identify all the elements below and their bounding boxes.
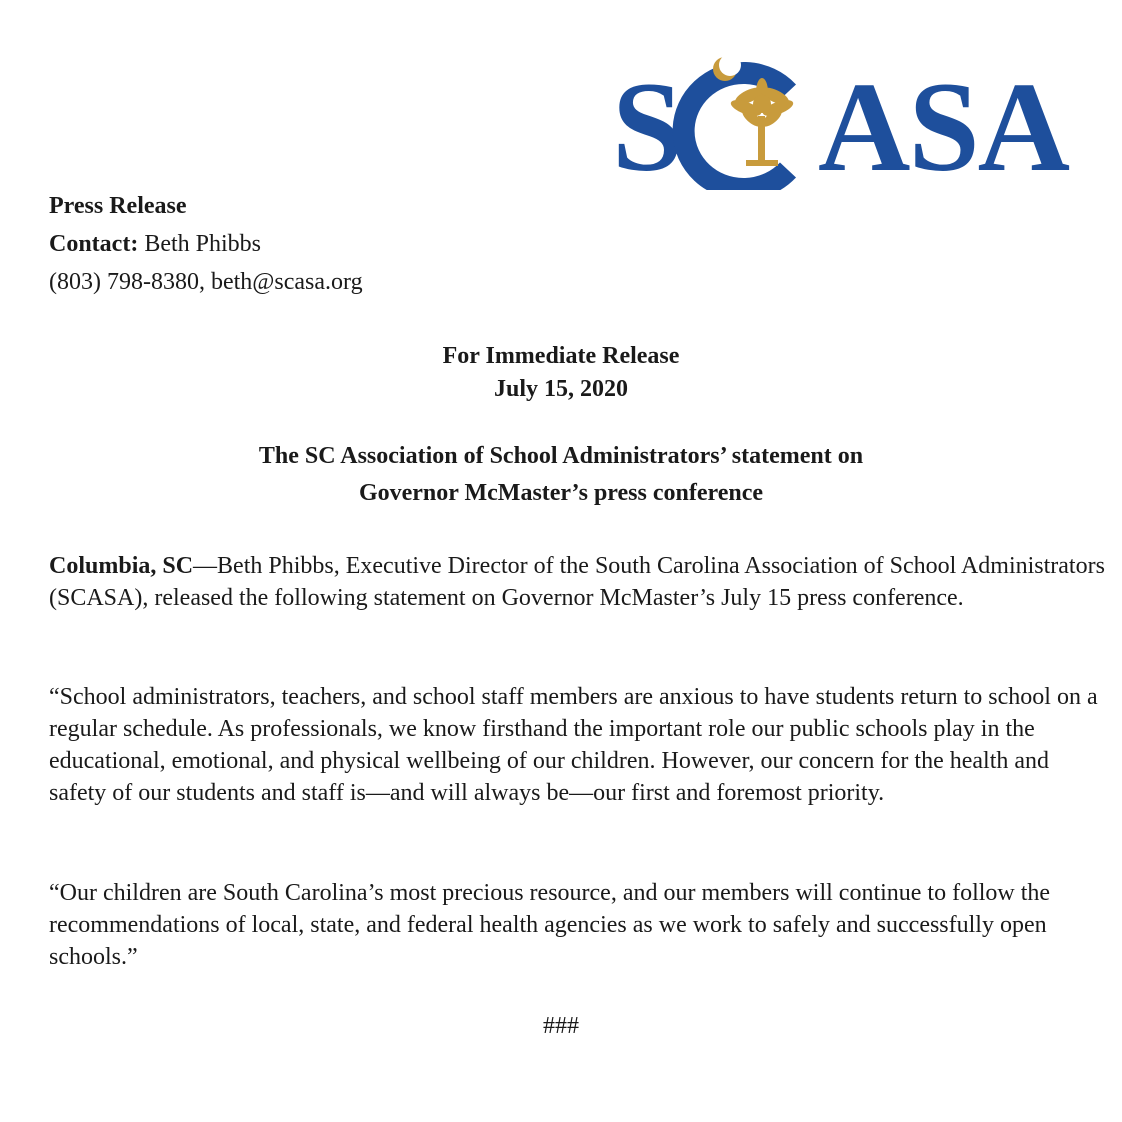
immediate-release-label: For Immediate Release: [442, 343, 680, 369]
headline-line-1: The SC Association of School Administrators’ statement on: [258, 443, 864, 469]
contact-name: Beth Phibbs: [144, 231, 261, 257]
contact-phone-email: (803) 798-8380, beth@scasa.org: [49, 269, 363, 295]
press-release-label: Press Release: [49, 193, 187, 219]
dateline: Columbia, SC: [49, 553, 194, 579]
scasa-logo: [612, 52, 1102, 190]
end-mark: ###: [543, 1013, 579, 1039]
contact-label: Contact:: [49, 231, 139, 257]
contact-block: [49, 187, 363, 301]
logo-letters-asa: ASA: [818, 56, 1069, 190]
body-paragraph-2: “School administrators, teachers, and school staff members are anxious to have students return to school on a regular schedule. As professionals, we know firsthand the important role our public schools play in the educational, emotional, and physical wellbeing of our children. However, our concern for the health and safety of our students and staff is—and will always be—our first and foremost priority.: [49, 684, 1098, 806]
body-paragraph-3: “Our children are South Carolina’s most precious resource, and our members will continue to follow the recommendations of local, state, and federal health agencies as we work to safely and successfully open schools.”: [49, 880, 1051, 970]
release-date: July 15, 2020: [493, 376, 628, 402]
release-block: [0, 340, 1122, 406]
logo-letter-s: S: [612, 56, 684, 190]
paragraph-1-text: —Beth Phibbs, Executive Director of the South Carolina Association of School Administrators (SCASA), released the following statement on Governor McMaster’s July 15 press conference.: [49, 553, 1105, 611]
headline: [0, 438, 1122, 512]
headline-line-2: Governor McMaster’s press conference: [358, 480, 764, 506]
contact-line: [49, 225, 363, 263]
body-paragraph-1: [49, 550, 1109, 614]
